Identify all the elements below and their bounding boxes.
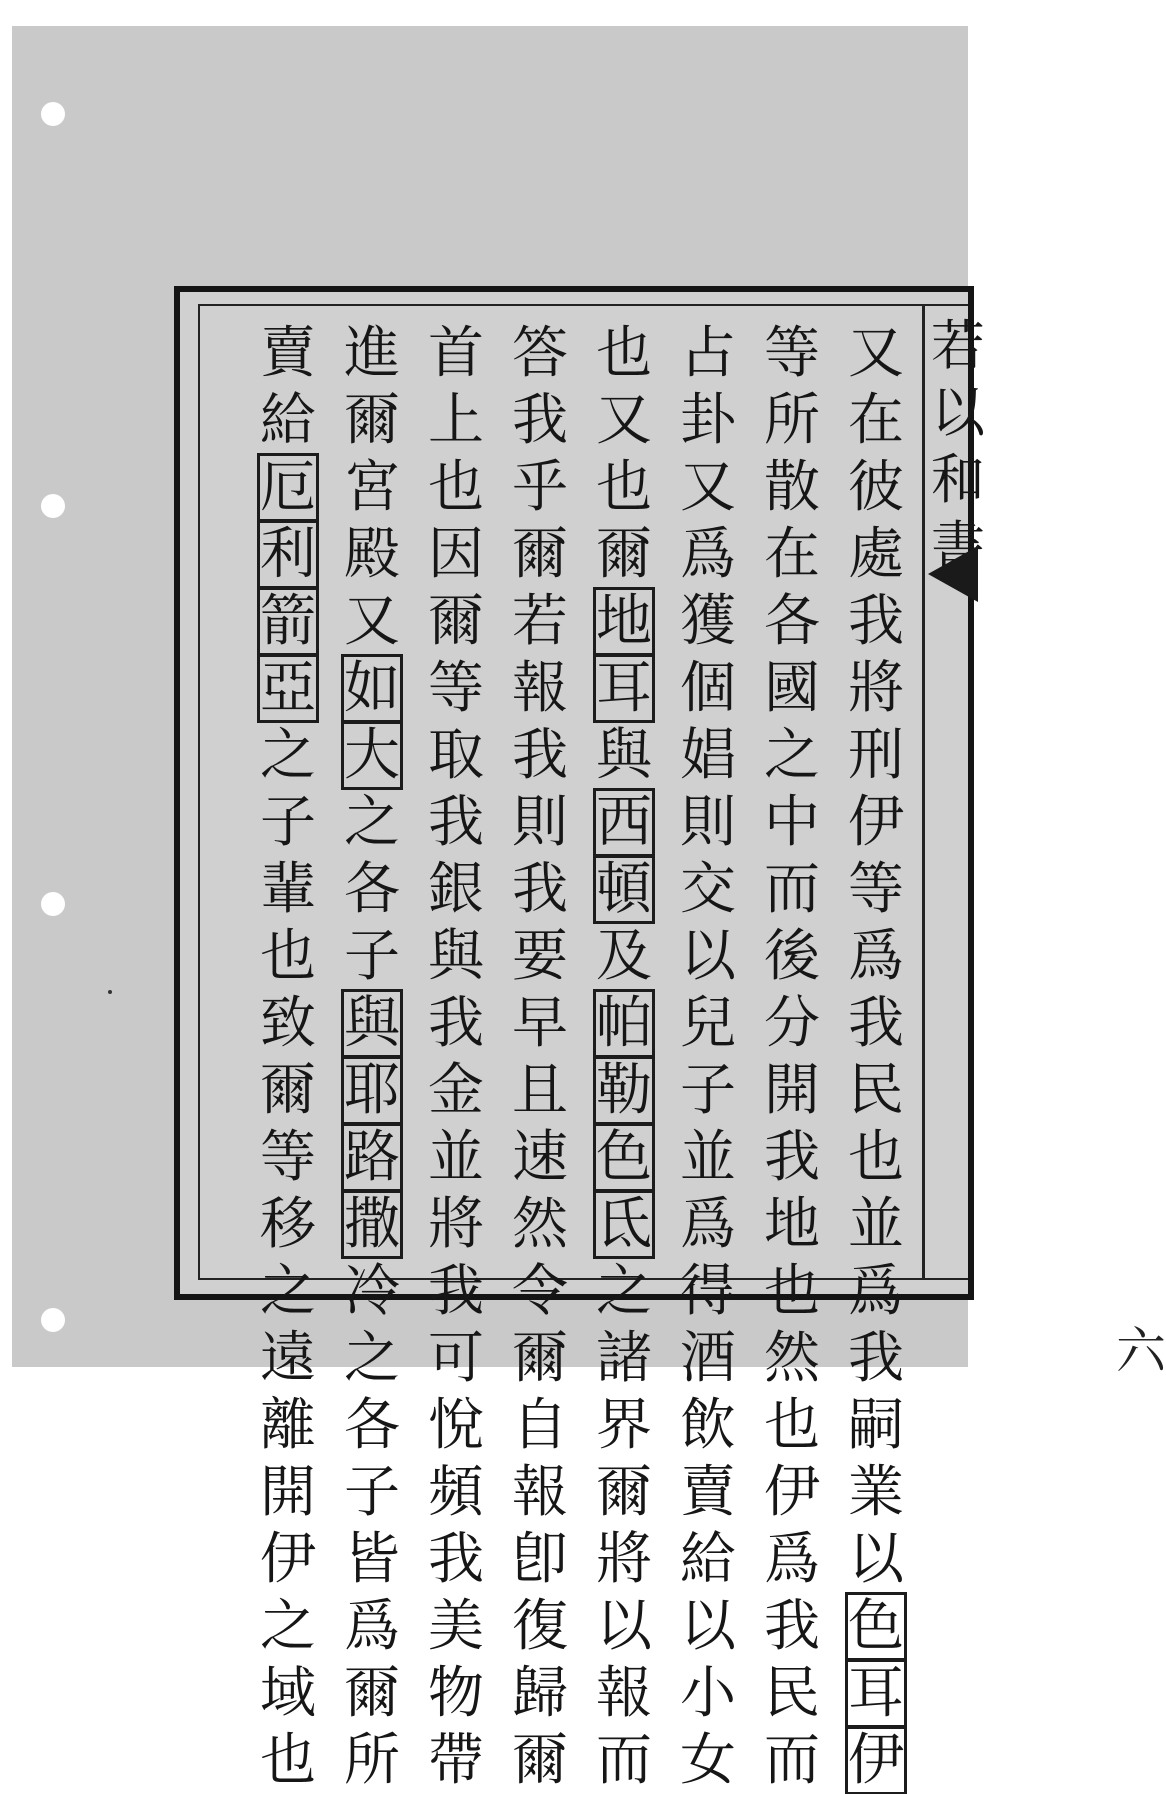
text-char: 等 bbox=[848, 857, 904, 922]
text-char: 爲 bbox=[848, 924, 904, 989]
text-char: 與 bbox=[428, 924, 484, 989]
text-char: 美 bbox=[428, 1594, 484, 1659]
text-char: 報 bbox=[596, 1661, 652, 1726]
text-char: 令 bbox=[512, 1259, 568, 1324]
text-char: 之 bbox=[260, 1594, 316, 1659]
text-char: 飲 bbox=[680, 1393, 736, 1458]
proper-name-char: 頓 bbox=[596, 857, 652, 922]
text-char: 後 bbox=[764, 924, 820, 989]
text-char: 爾 bbox=[596, 522, 652, 587]
margin-title-char: 若 bbox=[931, 314, 985, 377]
proper-name-char: 耶 bbox=[344, 1058, 400, 1123]
text-char: 我 bbox=[428, 991, 484, 1056]
text-char: 之 bbox=[260, 723, 316, 788]
text-char: 早 bbox=[512, 991, 568, 1056]
text-char: 各 bbox=[344, 1393, 400, 1458]
proper-name-char: 色 bbox=[596, 1125, 652, 1190]
text-column bbox=[672, 320, 744, 1794]
text-char: 也 bbox=[848, 1125, 904, 1190]
fishtail-mark bbox=[928, 546, 978, 602]
text-char: 銀 bbox=[428, 857, 484, 922]
text-char: 乎 bbox=[512, 455, 568, 520]
text-char: 而 bbox=[764, 1728, 820, 1793]
text-char: 各 bbox=[764, 589, 820, 654]
text-char: 之 bbox=[344, 790, 400, 855]
text-char: 報 bbox=[512, 656, 568, 721]
text-char: 之 bbox=[344, 1326, 400, 1391]
text-char: 爲 bbox=[680, 522, 736, 587]
text-char: 卦 bbox=[680, 388, 736, 453]
text-char: 分 bbox=[764, 991, 820, 1056]
text-char: 伊 bbox=[848, 790, 904, 855]
text-char: 並 bbox=[680, 1125, 736, 1190]
text-char: 爲 bbox=[680, 1192, 736, 1257]
text-char: 爾 bbox=[428, 589, 484, 654]
text-char: 可 bbox=[428, 1326, 484, 1391]
text-char: 與 bbox=[596, 723, 652, 788]
text-char: 以 bbox=[596, 1594, 652, 1659]
text-char: 個 bbox=[680, 656, 736, 721]
text-char: 我 bbox=[428, 1259, 484, 1324]
margin-title-char: 和 bbox=[931, 448, 985, 511]
text-char: 爲 bbox=[848, 1259, 904, 1324]
text-char: 爾 bbox=[512, 1326, 568, 1391]
text-char: 賣 bbox=[260, 321, 316, 386]
proper-name-char: 耳 bbox=[848, 1661, 904, 1726]
text-char: 我 bbox=[428, 790, 484, 855]
text-char: 而 bbox=[764, 857, 820, 922]
text-char: 及 bbox=[596, 924, 652, 989]
text-char: 我 bbox=[512, 388, 568, 453]
text-char: 然 bbox=[512, 1192, 568, 1257]
proper-name-char: 地 bbox=[596, 589, 652, 654]
text-char: 嗣 bbox=[848, 1393, 904, 1458]
text-char: 得 bbox=[680, 1259, 736, 1324]
text-char: 爾 bbox=[596, 1460, 652, 1525]
text-char: 又 bbox=[680, 455, 736, 520]
text-char: 也 bbox=[596, 321, 652, 386]
text-char: 交 bbox=[680, 857, 736, 922]
text-char: 帶 bbox=[428, 1728, 484, 1793]
text-column bbox=[252, 320, 324, 1794]
text-char: 移 bbox=[260, 1192, 316, 1257]
text-char: 宮 bbox=[344, 455, 400, 520]
text-char: 悅 bbox=[428, 1393, 484, 1458]
text-char: 答 bbox=[512, 321, 568, 386]
binder-hole bbox=[41, 494, 65, 518]
text-char: 並 bbox=[848, 1192, 904, 1257]
text-char: 以 bbox=[848, 1527, 904, 1592]
text-column bbox=[420, 320, 492, 1794]
text-char: 金 bbox=[428, 1058, 484, 1123]
text-char: 殿 bbox=[344, 522, 400, 587]
text-block bbox=[198, 304, 1166, 1793]
text-char: 兒 bbox=[680, 991, 736, 1056]
text-char: 給 bbox=[260, 388, 316, 453]
text-char: 女 bbox=[680, 1728, 736, 1793]
text-char: 而 bbox=[596, 1728, 652, 1793]
binder-hole bbox=[41, 102, 65, 126]
text-char: 爾 bbox=[260, 1058, 316, 1123]
text-char: 我 bbox=[848, 991, 904, 1056]
proper-name-char: 帕 bbox=[596, 991, 652, 1056]
binder-hole bbox=[41, 892, 65, 916]
text-char: 子 bbox=[344, 924, 400, 989]
text-char: 我 bbox=[428, 1527, 484, 1592]
proper-name-char: 亞 bbox=[260, 656, 316, 721]
text-char: 子 bbox=[260, 790, 316, 855]
proper-name-char: 勒 bbox=[596, 1058, 652, 1123]
proper-name-char: 伊 bbox=[848, 1728, 904, 1793]
text-char: 開 bbox=[260, 1460, 316, 1525]
text-char: 我 bbox=[512, 723, 568, 788]
text-char: 也 bbox=[260, 1728, 316, 1793]
page-number: 六 bbox=[1116, 1322, 1166, 1380]
text-char: 也 bbox=[428, 455, 484, 520]
text-char: 我 bbox=[764, 1594, 820, 1659]
text-char: 又 bbox=[596, 388, 652, 453]
text-char: 以 bbox=[680, 1594, 736, 1659]
text-char: 也 bbox=[596, 455, 652, 520]
text-char: 輩 bbox=[260, 857, 316, 922]
text-char: 界 bbox=[596, 1393, 652, 1458]
text-char: 又 bbox=[848, 321, 904, 386]
text-char: 娼 bbox=[680, 723, 736, 788]
text-char: 又 bbox=[344, 589, 400, 654]
text-char: 將 bbox=[428, 1192, 484, 1257]
text-char: 取 bbox=[428, 723, 484, 788]
text-char: 冷 bbox=[344, 1259, 400, 1324]
text-char: 中 bbox=[764, 790, 820, 855]
text-char: 爾 bbox=[344, 388, 400, 453]
text-char: 也 bbox=[764, 1393, 820, 1458]
proper-name-char: 耳 bbox=[596, 656, 652, 721]
text-char: 刑 bbox=[848, 723, 904, 788]
text-char: 離 bbox=[260, 1393, 316, 1458]
margin-title-char: 書 bbox=[931, 515, 985, 578]
text-char: 之 bbox=[596, 1259, 652, 1324]
text-char: 遠 bbox=[260, 1326, 316, 1391]
text-char: 等 bbox=[260, 1125, 316, 1190]
text-char: 彼 bbox=[848, 455, 904, 520]
text-char: 我 bbox=[512, 857, 568, 922]
text-column bbox=[336, 320, 408, 1794]
text-char: 酒 bbox=[680, 1326, 736, 1391]
text-char: 小 bbox=[680, 1661, 736, 1726]
text-char: 我 bbox=[848, 1326, 904, 1391]
text-char: 地 bbox=[764, 1192, 820, 1257]
text-char: 域 bbox=[260, 1661, 316, 1726]
text-char: 占 bbox=[680, 321, 736, 386]
text-char: 爾 bbox=[344, 1661, 400, 1726]
proper-name-char: 如 bbox=[344, 656, 400, 721]
proper-name-char: 氐 bbox=[596, 1192, 652, 1257]
text-char: 賣 bbox=[680, 1460, 736, 1525]
proper-name-char: 箭 bbox=[260, 589, 316, 654]
text-char: 卽 bbox=[512, 1527, 568, 1592]
text-frame bbox=[174, 286, 1166, 1793]
proper-name-char: 厄 bbox=[260, 455, 316, 520]
proper-name-char: 西 bbox=[596, 790, 652, 855]
text-char: 爾 bbox=[512, 522, 568, 587]
margin-title bbox=[928, 312, 988, 580]
text-column bbox=[504, 320, 576, 1794]
proper-name-char: 路 bbox=[344, 1125, 400, 1190]
text-char: 我 bbox=[848, 589, 904, 654]
text-column bbox=[588, 320, 660, 1794]
proper-name-char: 撒 bbox=[344, 1192, 400, 1257]
text-char: 若 bbox=[512, 589, 568, 654]
text-char: 等 bbox=[764, 321, 820, 386]
text-char: 上 bbox=[428, 388, 484, 453]
text-char: 爾 bbox=[512, 1728, 568, 1793]
text-char: 致 bbox=[260, 991, 316, 1056]
text-char: 之 bbox=[764, 723, 820, 788]
text-char: 以 bbox=[680, 924, 736, 989]
text-char: 子 bbox=[680, 1058, 736, 1123]
text-char: 在 bbox=[848, 388, 904, 453]
text-char: 也 bbox=[764, 1259, 820, 1324]
text-char: 要 bbox=[512, 924, 568, 989]
margin-title-char: 以 bbox=[931, 381, 985, 444]
text-char: 各 bbox=[344, 857, 400, 922]
text-char: 業 bbox=[848, 1460, 904, 1525]
text-char: 散 bbox=[764, 455, 820, 520]
text-char: 等 bbox=[428, 656, 484, 721]
text-char: 獲 bbox=[680, 589, 736, 654]
text-char: 歸 bbox=[512, 1661, 568, 1726]
text-char: 進 bbox=[344, 321, 400, 386]
text-char: 在 bbox=[764, 522, 820, 587]
text-column bbox=[756, 320, 828, 1794]
text-char: 國 bbox=[764, 656, 820, 721]
text-char: 復 bbox=[512, 1594, 568, 1659]
text-char: 首 bbox=[428, 321, 484, 386]
text-char: 諸 bbox=[596, 1326, 652, 1391]
margin-divider bbox=[922, 306, 925, 1278]
proper-name-char: 與 bbox=[344, 991, 400, 1056]
text-char: 我 bbox=[764, 1125, 820, 1190]
text-char: 皆 bbox=[344, 1527, 400, 1592]
text-char: 並 bbox=[428, 1125, 484, 1190]
text-char: 伊 bbox=[260, 1527, 316, 1592]
text-column bbox=[840, 320, 912, 1794]
ink-speck bbox=[108, 990, 112, 994]
text-char: 則 bbox=[512, 790, 568, 855]
text-char: 也 bbox=[260, 924, 316, 989]
text-char: 自 bbox=[512, 1393, 568, 1458]
text-char: 之 bbox=[260, 1259, 316, 1324]
proper-name-char: 利 bbox=[260, 522, 316, 587]
text-char: 民 bbox=[848, 1058, 904, 1123]
text-char: 則 bbox=[680, 790, 736, 855]
text-char: 物 bbox=[428, 1661, 484, 1726]
text-char: 爲 bbox=[344, 1594, 400, 1659]
text-char: 頻 bbox=[428, 1460, 484, 1525]
text-char: 子 bbox=[344, 1460, 400, 1525]
text-char: 伊 bbox=[764, 1460, 820, 1525]
text-char: 所 bbox=[764, 388, 820, 453]
text-char: 所 bbox=[344, 1728, 400, 1793]
text-char: 速 bbox=[512, 1125, 568, 1190]
proper-name-char: 大 bbox=[344, 723, 400, 788]
text-char: 給 bbox=[680, 1527, 736, 1592]
text-char: 處 bbox=[848, 522, 904, 587]
text-char: 將 bbox=[596, 1527, 652, 1592]
text-char: 將 bbox=[848, 656, 904, 721]
text-char: 開 bbox=[764, 1058, 820, 1123]
text-char: 且 bbox=[512, 1058, 568, 1123]
proper-name-char: 色 bbox=[848, 1594, 904, 1659]
text-char: 民 bbox=[764, 1661, 820, 1726]
text-char: 報 bbox=[512, 1460, 568, 1525]
text-char: 爲 bbox=[764, 1527, 820, 1592]
text-char: 然 bbox=[764, 1326, 820, 1391]
binder-hole bbox=[41, 1308, 65, 1332]
text-char: 因 bbox=[428, 522, 484, 587]
